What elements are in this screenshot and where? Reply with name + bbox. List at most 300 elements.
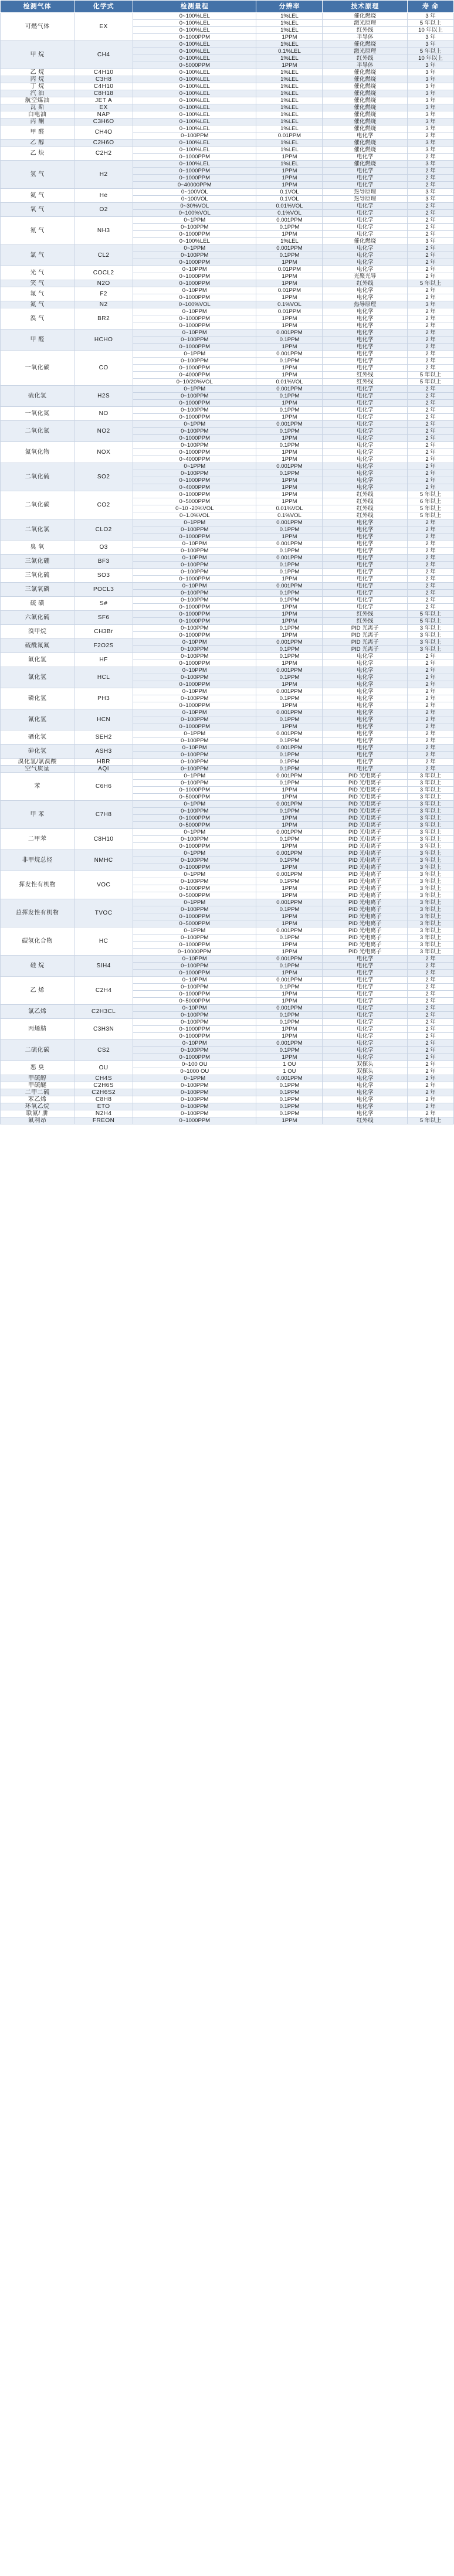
cell-life: 3 年 — [408, 76, 454, 83]
cell-technology: 电化学 — [323, 555, 408, 562]
cell-life: 2 年 — [408, 533, 454, 541]
cell-gas-name: 丙 烷 — [1, 76, 74, 83]
cell-gas-name: 环氧乙烷 — [1, 1103, 74, 1110]
cell-gas-name: 一氧化氮 — [1, 407, 74, 421]
cell-life: 2 年 — [408, 435, 454, 442]
cell-range: 0~10PPM — [133, 541, 256, 548]
cell-life: 2 年 — [408, 1054, 454, 1061]
cell-life: 2 年 — [408, 477, 454, 484]
table-row — [1, 280, 454, 287]
cell-range: 0~40000PPM — [133, 182, 256, 189]
cell-technology: 催化燃烧 — [323, 76, 408, 83]
cell-range: 0~100%LEL — [133, 125, 256, 132]
cell-range: 0~10/20%VOL — [133, 379, 256, 386]
cell-resolution: 0.001PPM — [256, 667, 323, 674]
cell-formula: C2H6S — [74, 1082, 133, 1089]
cell-resolution: 0.1PPM — [256, 836, 323, 843]
cell-resolution: 0.1PPM — [256, 780, 323, 787]
cell-gas-name: 甲 醛 — [1, 125, 74, 140]
cell-resolution: 1PPM — [256, 864, 323, 871]
table-row — [1, 759, 454, 766]
cell-life: 3 年以上 — [408, 808, 454, 815]
cell-range: 0~100PPM — [133, 393, 256, 400]
cell-formula: CH4S — [74, 1075, 133, 1082]
cell-technology: 电化学 — [323, 294, 408, 301]
cell-gas-name: 氮氧化物 — [1, 442, 74, 463]
cell-technology: 热导原理 — [323, 301, 408, 308]
cell-technology: 电化学 — [323, 1089, 408, 1096]
cell-life: 3 年以上 — [408, 885, 454, 892]
cell-technology: 电化学 — [323, 1033, 408, 1040]
cell-technology: 电化学 — [323, 442, 408, 449]
table-row — [1, 90, 454, 97]
cell-life: 3 年以上 — [408, 843, 454, 850]
cell-life: 3 年以上 — [408, 794, 454, 801]
cell-life: 2 年 — [408, 470, 454, 477]
cell-gas-name: 氨 气 — [1, 217, 74, 245]
cell-range: 0~100PPM — [133, 836, 256, 843]
cell-life: 5 年以上 — [408, 379, 454, 386]
cell-life: 2 年 — [408, 442, 454, 449]
cell-life: 2 年 — [408, 1103, 454, 1110]
cell-gas-name: 甲 醛 — [1, 329, 74, 351]
cell-technology: 红外线 — [323, 55, 408, 62]
cell-life: 2 年 — [408, 154, 454, 161]
cell-life: 2 年 — [408, 759, 454, 766]
cell-life: 2 年 — [408, 358, 454, 365]
cell-resolution: 0.1PPM — [256, 252, 323, 259]
cell-technology: 催化燃烧 — [323, 238, 408, 245]
cell-resolution: 1PPM — [256, 1033, 323, 1040]
cell-resolution: 1%LEL — [256, 83, 323, 90]
cell-formula: HCN — [74, 709, 133, 730]
cell-life: 3 年 — [408, 13, 454, 20]
cell-resolution: 1PPM — [256, 1117, 323, 1124]
cell-life: 2 年 — [408, 576, 454, 583]
cell-gas-name: 三氯氧磷 — [1, 583, 74, 597]
table-row — [1, 1089, 454, 1096]
cell-technology: 电化学 — [323, 210, 408, 217]
cell-life: 3 年以上 — [408, 899, 454, 906]
cell-range: 0~100PPM — [133, 252, 256, 259]
cell-range: 0~1000PPM — [133, 344, 256, 351]
cell-gas-name: 恶 臭 — [1, 1061, 74, 1075]
cell-technology: 红外线 — [323, 611, 408, 618]
cell-resolution: 1PPM — [256, 913, 323, 920]
cell-resolution: 0.1PPM — [256, 358, 323, 365]
cell-resolution: 1PPM — [256, 456, 323, 463]
cell-resolution: 0.1PPM — [256, 1110, 323, 1117]
cell-range: 0~10PPM — [133, 287, 256, 294]
cell-life: 2 年 — [408, 569, 454, 576]
cell-resolution: 0.1PPM — [256, 674, 323, 681]
cell-formula: NO2 — [74, 421, 133, 442]
cell-resolution: 0.1%VOL — [256, 301, 323, 308]
cell-resolution: 0.1PPM — [256, 224, 323, 231]
cell-range: 0~100VOL — [133, 189, 256, 196]
cell-technology: 红外线 — [323, 618, 408, 625]
cell-range: 0~1000PPM — [133, 864, 256, 871]
cell-range: 0~1PPM — [133, 421, 256, 428]
cell-gas-name: 可燃气体 — [1, 13, 74, 41]
cell-technology: 电化学 — [323, 132, 408, 140]
table-row — [1, 140, 454, 147]
cell-gas-name: 氦 气 — [1, 189, 74, 203]
cell-life: 3 年 — [408, 125, 454, 132]
cell-resolution: 0.001PPM — [256, 829, 323, 836]
cell-technology: 电化学 — [323, 766, 408, 773]
cell-resolution: 1 OU — [256, 1068, 323, 1075]
cell-life: 5 年以上 — [408, 48, 454, 55]
cell-resolution: 0.01PPM — [256, 287, 323, 294]
table-row — [1, 118, 454, 125]
cell-technology: 激光原理 — [323, 20, 408, 27]
cell-resolution: 0.001PPM — [256, 463, 323, 470]
cell-resolution: 1PPM — [256, 1054, 323, 1061]
cell-resolution: 1PPM — [256, 533, 323, 541]
cell-life: 2 年 — [408, 1110, 454, 1117]
cell-resolution: 0.001PPM — [256, 245, 323, 252]
cell-gas-name: 砷化氢 — [1, 745, 74, 759]
cell-range: 0~100PPM — [133, 562, 256, 569]
cell-technology: PID 光电离子 — [323, 871, 408, 878]
cell-range: 0~1000PPM — [133, 533, 256, 541]
cell-resolution: 1%LEL — [256, 140, 323, 147]
cell-technology: 电化学 — [323, 217, 408, 224]
cell-range: 0~1.0%VOL — [133, 512, 256, 519]
cell-range: 0~100%LEL — [133, 97, 256, 104]
cell-life: 2 年 — [408, 407, 454, 414]
table-row — [1, 104, 454, 111]
cell-life: 10 年以上 — [408, 27, 454, 34]
cell-range: 0~1PPM — [133, 801, 256, 808]
cell-technology: 电化学 — [323, 709, 408, 716]
cell-life: 3 年以上 — [408, 920, 454, 927]
cell-formula: N2H4 — [74, 1110, 133, 1117]
cell-gas-name: 硫 磺 — [1, 597, 74, 611]
cell-life: 2 年 — [408, 217, 454, 224]
cell-range: 0~1PPM — [133, 519, 256, 526]
cell-technology: 电化学 — [323, 245, 408, 252]
cell-formula: FREON — [74, 1117, 133, 1124]
cell-technology: 电化学 — [323, 463, 408, 470]
cell-technology: 双探头 — [323, 1068, 408, 1075]
cell-resolution: 0.001PPM — [256, 899, 323, 906]
table-row — [1, 1040, 454, 1047]
cell-technology: 电化学 — [323, 1040, 408, 1047]
cell-range: 0~1000PPM — [133, 231, 256, 238]
cell-technology: 电化学 — [323, 337, 408, 344]
cell-resolution: 1PPM — [256, 491, 323, 498]
cell-range: 0~1000PPM — [133, 400, 256, 407]
cell-resolution: 0.1PPM — [256, 407, 323, 414]
cell-formula: EX — [74, 104, 133, 111]
cell-technology: 电化学 — [323, 1096, 408, 1103]
cell-range: 0~10PPM — [133, 555, 256, 562]
table-row — [1, 625, 454, 632]
cell-life: 3 年以上 — [408, 857, 454, 864]
cell-resolution: 1PPM — [256, 344, 323, 351]
cell-resolution: 0.001PPM — [256, 1075, 323, 1082]
cell-formula: C8H18 — [74, 90, 133, 97]
cell-life: 3 年 — [408, 34, 454, 41]
cell-resolution: 0.01PPM — [256, 308, 323, 315]
cell-range: 0~1000PPM — [133, 632, 256, 639]
cell-range: 0~10PPM — [133, 956, 256, 963]
cell-resolution: 0.1PPM — [256, 963, 323, 970]
cell-technology: 电化学 — [323, 252, 408, 259]
cell-resolution: 0.001PPM — [256, 217, 323, 224]
cell-range: 0~100%LEL — [133, 147, 256, 154]
cell-technology: PID 光电离子 — [323, 892, 408, 899]
cell-range: 0~1PPM — [133, 463, 256, 470]
cell-life: 2 年 — [408, 168, 454, 175]
cell-range: 0~100 OU — [133, 1061, 256, 1068]
cell-resolution: 0.1PPM — [256, 738, 323, 745]
cell-formula: C2H6S2 — [74, 1089, 133, 1096]
cell-range: 0~100PPM — [133, 1082, 256, 1089]
cell-range: 0~100PPM — [133, 963, 256, 970]
cell-technology: 催化燃烧 — [323, 147, 408, 154]
cell-gas-name: 二甲苯 — [1, 829, 74, 850]
cell-life: 3 年以上 — [408, 871, 454, 878]
cell-technology: 电化学 — [323, 597, 408, 604]
cell-resolution: 0.1PPM — [256, 1047, 323, 1054]
cell-life: 2 年 — [408, 730, 454, 738]
cell-gas-name: 溴甲烷 — [1, 625, 74, 639]
cell-range: 0~100%LEL — [133, 27, 256, 34]
cell-range: 0~5000PPM — [133, 920, 256, 927]
cell-formula: AQI — [74, 766, 133, 773]
cell-technology: 催化燃烧 — [323, 69, 408, 76]
cell-resolution: 0.1VOL — [256, 196, 323, 203]
cell-resolution: 1PPM — [256, 942, 323, 949]
cell-technology: PID 光电离子 — [323, 899, 408, 906]
cell-resolution: 0.1PPM — [256, 984, 323, 991]
cell-gas-name: 二硫化碳 — [1, 1040, 74, 1061]
cell-formula: COCL2 — [74, 266, 133, 280]
cell-life: 2 年 — [408, 998, 454, 1005]
cell-formula: BF3 — [74, 555, 133, 569]
cell-life: 2 年 — [408, 273, 454, 280]
cell-formula: CLO2 — [74, 519, 133, 541]
cell-range: 0~100%LEL — [133, 69, 256, 76]
cell-formula: O3 — [74, 541, 133, 555]
cell-resolution: 0.001PPM — [256, 956, 323, 963]
cell-resolution: 1%LEL — [256, 20, 323, 27]
cell-range: 0~100%LEL — [133, 13, 256, 20]
cell-range: 0~1PPM — [133, 899, 256, 906]
cell-range: 0~1000PPM — [133, 435, 256, 442]
table-row — [1, 1005, 454, 1012]
cell-range: 0~1000PPM — [133, 365, 256, 372]
cell-range: 0~100%LEL — [133, 90, 256, 97]
cell-life: 2 年 — [408, 210, 454, 217]
cell-range: 0~100PPM — [133, 442, 256, 449]
cell-range: 0~100%LEL — [133, 111, 256, 118]
table-row — [1, 653, 454, 660]
cell-formula: CO — [74, 351, 133, 386]
cell-range: 0~1000PPM — [133, 970, 256, 977]
cell-gas-name: 甲硫醇 — [1, 1075, 74, 1082]
cell-technology: 电化学 — [323, 984, 408, 991]
cell-life: 2 年 — [408, 1012, 454, 1019]
table-row — [1, 745, 454, 752]
cell-range: 0~1PPM — [133, 245, 256, 252]
cell-life: 3 年以上 — [408, 780, 454, 787]
cell-technology: 电化学 — [323, 400, 408, 407]
cell-resolution: 1PPM — [256, 604, 323, 611]
cell-life: 2 年 — [408, 231, 454, 238]
cell-life: 3 年 — [408, 189, 454, 196]
cell-life: 3 年 — [408, 83, 454, 90]
cell-technology: 红外线 — [323, 498, 408, 505]
cell-resolution: 1PPM — [256, 231, 323, 238]
cell-technology: 电化学 — [323, 456, 408, 463]
table-row — [1, 1103, 454, 1110]
cell-range: 0~100%VOL — [133, 301, 256, 308]
cell-formula: C3H8 — [74, 76, 133, 83]
table-row — [1, 850, 454, 857]
cell-life: 3 年以上 — [408, 906, 454, 913]
cell-range: 0~100PPM — [133, 984, 256, 991]
cell-range: 0~100PPM — [133, 1110, 256, 1117]
cell-range: 0~1PPM — [133, 829, 256, 836]
cell-range: 0~10PPM — [133, 667, 256, 674]
cell-gas-name: 三氟化硼 — [1, 555, 74, 569]
cell-resolution: 0.1PPM — [256, 906, 323, 913]
cell-technology: 电化学 — [323, 667, 408, 674]
cell-life: 3 年以上 — [408, 850, 454, 857]
cell-gas-name: 甲硫醚 — [1, 1082, 74, 1089]
cell-range: 0~1000PPM — [133, 702, 256, 709]
cell-resolution: 1PPM — [256, 280, 323, 287]
cell-range: 0~100%VOL — [133, 210, 256, 217]
cell-technology: 电化学 — [323, 484, 408, 491]
cell-range: 0~100PPM — [133, 569, 256, 576]
cell-technology: 电化学 — [323, 526, 408, 533]
cell-formula: C4H10 — [74, 69, 133, 76]
cell-formula: H2S — [74, 386, 133, 407]
cell-life: 5 年以上 — [408, 372, 454, 379]
cell-range: 0~100VOL — [133, 196, 256, 203]
cell-life: 2 年 — [408, 308, 454, 315]
cell-technology: 催化燃烧 — [323, 140, 408, 147]
cell-formula: SO3 — [74, 569, 133, 583]
cell-life: 2 年 — [408, 1026, 454, 1033]
cell-formula: C2H2 — [74, 147, 133, 161]
cell-life: 2 年 — [408, 182, 454, 189]
cell-resolution: 1PPM — [256, 991, 323, 998]
cell-life: 2 年 — [408, 329, 454, 337]
cell-gas-name: 氟 气 — [1, 287, 74, 301]
cell-technology: 红外线 — [323, 372, 408, 379]
cell-life: 2 年 — [408, 315, 454, 322]
cell-range: 0~1000PPM — [133, 681, 256, 688]
cell-resolution: 0.01PPM — [256, 132, 323, 140]
cell-technology: PID 光电离子 — [323, 934, 408, 942]
cell-life: 5 年以上 — [408, 611, 454, 618]
cell-gas-name: 臭 氧 — [1, 541, 74, 555]
cell-technology: 电化学 — [323, 421, 408, 428]
cell-technology: 电化学 — [323, 970, 408, 977]
table-row — [1, 69, 454, 76]
cell-resolution: 1PPM — [256, 435, 323, 442]
cell-life: 2 年 — [408, 224, 454, 231]
cell-gas-name: 二甲二硫 — [1, 1089, 74, 1096]
cell-formula: N2 — [74, 301, 133, 308]
cell-range: 0~10PPM — [133, 977, 256, 984]
cell-gas-name: 甲 烷 — [1, 41, 74, 69]
cell-technology: 红外线 — [323, 505, 408, 512]
cell-technology: 电化学 — [323, 1026, 408, 1033]
cell-life: 2 年 — [408, 738, 454, 745]
cell-formula: C8H10 — [74, 829, 133, 850]
table-row — [1, 1075, 454, 1082]
cell-resolution: 1%LEL — [256, 55, 323, 62]
cell-resolution: 1%LEL — [256, 104, 323, 111]
cell-formula: C2H4 — [74, 977, 133, 1005]
cell-technology: 光聚光导 — [323, 273, 408, 280]
cell-resolution: 0.1%VOL — [256, 210, 323, 217]
cell-resolution: 1 OU — [256, 1061, 323, 1068]
cell-formula: SO2 — [74, 463, 133, 491]
cell-gas-name: 瓦 斯 — [1, 104, 74, 111]
cell-resolution: 1PPM — [256, 484, 323, 491]
cell-technology: 电化学 — [323, 477, 408, 484]
cell-resolution: 0.001PPM — [256, 709, 323, 716]
cell-technology: 催化燃烧 — [323, 104, 408, 111]
cell-range: 0~1PPM — [133, 386, 256, 393]
cell-technology: PID 光离子 — [323, 625, 408, 632]
cell-life: 3 年以上 — [408, 942, 454, 949]
cell-technology: 电化学 — [323, 351, 408, 358]
cell-technology: 电化学 — [323, 963, 408, 970]
cell-life: 2 年 — [408, 414, 454, 421]
cell-formula: F2 — [74, 287, 133, 301]
cell-resolution: 1PPM — [256, 681, 323, 688]
cell-resolution: 1PPM — [256, 970, 323, 977]
table-row — [1, 308, 454, 315]
cell-technology: PID 光电离子 — [323, 857, 408, 864]
cell-range: 0~1000PPM — [133, 1033, 256, 1040]
cell-resolution: 1PPM — [256, 843, 323, 850]
cell-range: 0~100PPM — [133, 653, 256, 660]
table-row — [1, 541, 454, 548]
cell-life: 3 年以上 — [408, 913, 454, 920]
cell-resolution: 1PPM — [256, 400, 323, 407]
cell-life: 2 年 — [408, 970, 454, 977]
cell-life: 3 年以上 — [408, 892, 454, 899]
cell-range: 0~1000PPM — [133, 913, 256, 920]
table-row — [1, 871, 454, 878]
table-row — [1, 639, 454, 646]
cell-technology: PID 光电离子 — [323, 808, 408, 815]
cell-technology: 催化燃烧 — [323, 111, 408, 118]
cell-technology: 电化学 — [323, 168, 408, 175]
cell-formula: EX — [74, 13, 133, 41]
cell-gas-name: 乙 烯 — [1, 977, 74, 1005]
cell-formula: CS2 — [74, 1040, 133, 1061]
table-row — [1, 203, 454, 210]
cell-resolution: 0.001PPM — [256, 1005, 323, 1012]
cell-life: 2 年 — [408, 132, 454, 140]
table-row — [1, 801, 454, 808]
cell-formula: CH3Br — [74, 625, 133, 639]
cell-range: 0~100%LEL — [133, 20, 256, 27]
cell-technology: 电化学 — [323, 562, 408, 569]
cell-range: 0~100PPM — [133, 470, 256, 477]
